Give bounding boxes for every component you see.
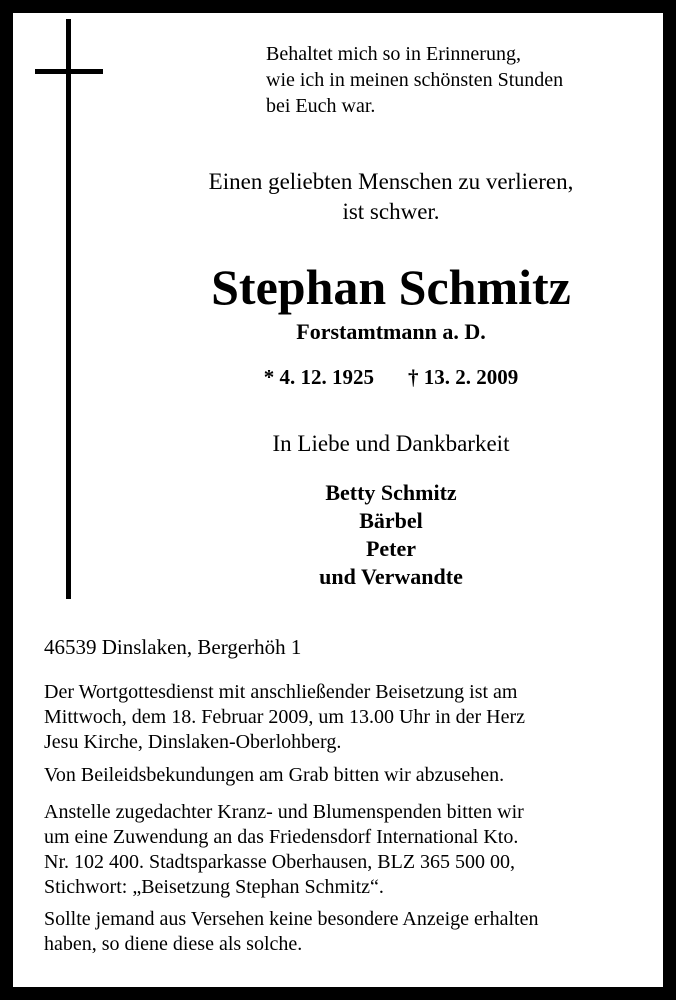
paragraph-line: Nr. 102 400. Stadtsparkasse Oberhausen, BLZ 365 500 00,	[44, 851, 516, 873]
deceased-title: Forstamtmann a. D.	[296, 319, 486, 344]
family-member: und Verwandte	[319, 564, 463, 589]
paragraph-line: Von Beileidsbekundungen am Grab bitten wir abzusehen.	[44, 764, 505, 786]
paragraph-line: um eine Zuwendung an das Friedensdorf International Kto.	[44, 826, 519, 848]
family-member: Betty Schmitz	[325, 480, 457, 505]
service-paragraph	[44, 680, 659, 755]
paragraph-line: Anstelle zugedachter Kranz- und Blumenspenden bitten wir	[44, 801, 524, 823]
thanks-line: In Liebe und Dankbarkeit	[272, 431, 510, 456]
obituary-card	[13, 13, 663, 987]
motto-line: wie ich in meinen schönsten Stunden	[266, 69, 564, 91]
paragraph-line: haben, so diene diese als solche.	[44, 933, 303, 955]
lead-text	[123, 167, 659, 227]
lead-line: Einen geliebten Menschen zu verlieren,	[208, 169, 574, 194]
paragraph-line: Mittwoch, dem 18. Februar 2009, um 13.00 Uhr in der Herz	[44, 706, 526, 728]
paragraph-line: Der Wortgottesdienst mit anschließender Beisetzung ist am	[44, 681, 518, 703]
death-date: † 13. 2. 2009	[408, 365, 519, 389]
motto-line: bei Euch war.	[266, 95, 376, 117]
paragraph-line: Stichwort: „Beisetzung Stephan Schmitz“.	[44, 876, 384, 898]
lead-line: ist schwer.	[342, 199, 440, 224]
life-dates	[123, 363, 659, 391]
cross-icon-vertical	[66, 19, 71, 599]
motto-line: Behaltet mich so in Erinnerung,	[266, 43, 521, 65]
paragraph-line: Jesu Kirche, Dinslaken-Oberlohberg.	[44, 731, 342, 753]
family-list	[123, 479, 659, 591]
motto-quote	[266, 41, 563, 119]
address: 46539 Dinslaken, Bergerhöh 1	[44, 635, 302, 659]
condolence-paragraph	[44, 763, 659, 788]
cross-icon-horizontal	[35, 69, 103, 74]
donation-paragraph	[44, 800, 659, 900]
birth-date: * 4. 12. 1925	[263, 365, 374, 389]
paragraph-line: Sollte jemand aus Versehen keine besondere Anzeige erhalten	[44, 908, 539, 930]
family-member: Peter	[365, 536, 417, 561]
notice-paragraph	[44, 907, 659, 957]
family-member: Bärbel	[359, 508, 423, 533]
deceased-name: Stephan Schmitz	[211, 259, 571, 315]
